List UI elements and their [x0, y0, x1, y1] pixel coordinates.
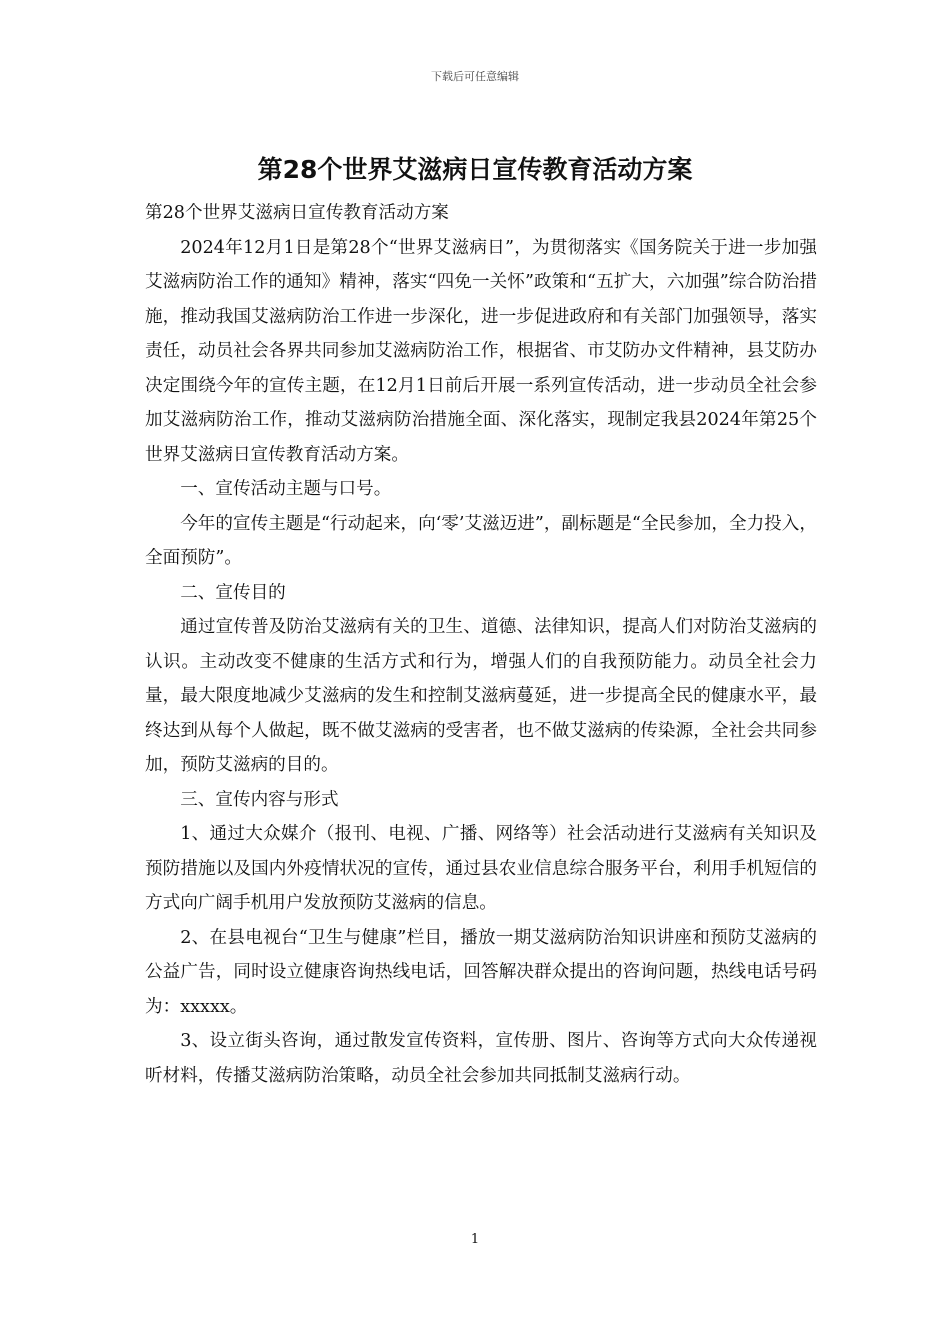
section-heading-content: 三、宣传内容与形式	[180, 789, 339, 810]
paragraph-subtitle: 第28个世界艾滋病日宣传教育活动方案	[145, 203, 449, 223]
paragraph-purpose: 通过宣传普及防治艾滋病有关的卫生、道德、法律知识，提高人们对防治艾滋病的认识。主动改变不健康的生活方式和行为，增强人们的自我预防能力。动员全社会力量，最大限度地减少艾滋病的发生和控制艾滋病蔓延，进一步提高全民的健康水平，最终达到从每个人做起，既不做艾滋病的受害者，也不做艾滋病的传染源，全社会共同参加，预防艾滋病的目的。	[145, 617, 817, 775]
document-body	[145, 196, 817, 1093]
paragraph-item-2: 2、在县电视台“卫生与健康”栏目，播放一期艾滋病防治知识讲座和预防艾滋病的公益广告，同时设立健康咨询热线电话，回答解决群众提出的咨询问题，热线电话号码为：xxxxx。	[145, 927, 817, 1017]
section-heading-purpose: 二、宣传目的	[180, 582, 286, 603]
page-number: 1	[470, 1232, 480, 1247]
paragraph-intro: 2024年12月1日是第28个“世界艾滋病日”，为贯彻落实《国务院关于进一步加强艾滋病防治工作的通知》精神，落实“四免一关怀”政策和“五扩大，六加强”综合防治措施，推动我国艾滋病防治工作进一步深化，进一步促进政府和有关部门加强领导，落实责任，动员社会各界共同参加艾滋病防治工作，根据省、市艾防办文件精神，县艾防办决定围绕今年的宣传主题，在12月1日前后开展一系列宣传活动，进一步动员全社会参加艾滋病防治工作，推动艾滋病防治措施全面、深化落实，现制定我县2024年第25个世界艾滋病日宣传教育活动方案。	[145, 237, 817, 465]
paragraph-theme: 今年的宣传主题是“行动起来，向‘零’艾滋迈进”，副标题是“全民参加，全力投入，全面预防”。	[145, 513, 817, 568]
document-title: 第28个世界艾滋病日宣传教育活动方案	[257, 155, 693, 184]
paragraph-item-3: 3、设立街头咨询，通过散发宣传资料，宣传册、图片、咨询等方式向大众传递视听材料，传播艾滋病防治策略，动员全社会参加共同抵制艾滋病行动。	[145, 1031, 817, 1086]
section-heading-theme: 一、宣传活动主题与口号。	[180, 479, 392, 499]
header-note: 下载后可任意编辑	[431, 70, 519, 83]
paragraph-item-1: 1、通过大众媒介（报刊、电视、广播、网络等）社会活动进行艾滋病有关知识及预防措施以及国内外疫情状况的宣传，通过县农业信息综合服务平台，利用手机短信的方式向广阔手机用户发放预防艾滋病的信息。	[145, 824, 817, 913]
